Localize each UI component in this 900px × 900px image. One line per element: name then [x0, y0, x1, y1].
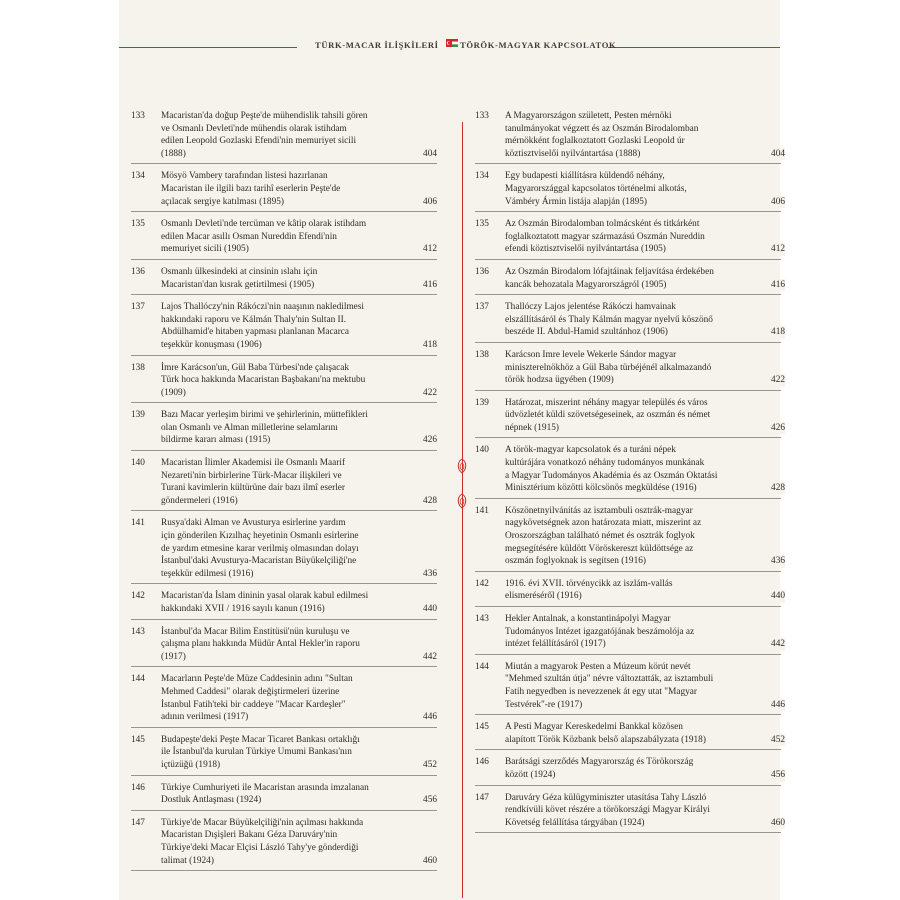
entry-number: 144: [131, 674, 145, 685]
entry-page: 418: [423, 339, 437, 350]
entry-page: 442: [771, 639, 785, 650]
entry-title: Türkiye'de Macar Büyükelçiliği'nin açılması hakkında Macaristan Dışişleri Bakanı Géza Daruváry'nin Türkiye'deki Macar Elçisi László Tahy'ye gönderdiği talimat (1924): [161, 817, 364, 866]
entry-number: 147: [131, 817, 145, 828]
entry-page: 416: [423, 279, 437, 290]
toc-entry: [131, 588, 437, 619]
toc-entry: [131, 780, 437, 811]
tulip-ornament-icon: [453, 492, 471, 510]
entry-number: 137: [131, 302, 145, 313]
header-rule-right: [608, 47, 780, 48]
flags-icon: [446, 37, 458, 49]
entry-page: 404: [771, 148, 785, 159]
toc-entry: [131, 264, 437, 295]
entry-number: 137: [475, 302, 489, 313]
entry-page: 406: [771, 196, 785, 207]
column-divider: [462, 122, 463, 898]
entry-number: 133: [475, 111, 489, 121]
toc-entry: [475, 168, 785, 212]
entry-title: Karácson Imre levele Wekerle Sándor magyar miniszterelnökhöz a Gül Baba türbéjénél alkalmazandó török hodzsa ügyében (1909): [505, 349, 712, 386]
hungarian-contents-column: [475, 108, 785, 837]
entry-page: 456: [423, 795, 437, 806]
toc-entry: [475, 790, 785, 834]
toc-entry: [475, 108, 785, 164]
entry-number: 146: [131, 782, 145, 793]
entry-title: Macarların Peşte'de Müze Caddesinin adını "Sultan Mehmed Caddesi" olarak değiştirmeleri üzerine İstanbul Fatih'teki bir caddeye "Macar Kardeşler" adının verilmesi (1917): [161, 674, 353, 723]
toc-entry: [131, 671, 437, 727]
entry-title: Az Oszmán Birodalomban tolmácsként és titkárként foglalkoztatott magyar származású Oszmán Nureddin efendi köztisztviselői nyilvántartása (1905): [505, 219, 705, 255]
toc-entry: [131, 168, 437, 212]
toc-entry: [131, 515, 437, 584]
entry-page: 406: [423, 196, 437, 207]
entry-number: 146: [475, 757, 489, 768]
entry-title: Köszönetnyilvánítás az isztambuli osztrák-magyar nagykövetségnek azon határozata miatt, miszerint az Oroszországban található német és osztrák foglyok megsegítésére küldött Vöröskereszt küldöttsége az oszmán foglyoknak is segítsen (1916): [505, 505, 702, 567]
entry-title: İstanbul'da Macar Bilim Enstitüsü'nün kuruluşu ve çalışma planı hakkında Müdür Antal Hekler'in raporu (1917): [161, 626, 360, 662]
tulip-ornament-icon: [453, 457, 471, 475]
toc-entry: [475, 503, 785, 572]
entry-page: 418: [771, 327, 785, 338]
entry-title: Thallóczy Lajos jelentése Rákóczi hamvainak elszállításáról és Thaly Kálmán magyar nyelvű köszönő beszéde II. Abdul-Hamid szultánhoz (1906): [505, 302, 713, 338]
entry-page: 404: [423, 148, 437, 159]
entry-page: 436: [423, 568, 437, 579]
entry-title: Miután a magyarok Pesten a Múzeum körút nevét "Mehmed szultán útja" névre változtatták, az isztambuli Fatih negyedben is nevezzenek át egy utat "Magyar Testvérek"-re (1917): [505, 661, 714, 710]
entry-number: 134: [475, 171, 489, 182]
entry-title: Barátsági szerződés Magyarország és Törökország között (1924): [505, 757, 694, 780]
entry-title: Daruváry Géza külügyminiszter utasítása Tahy László rendkívüli követ részére a törökországi Magyar Királyi Követség felállítása tárgyában (1924): [505, 792, 710, 828]
entry-page: 442: [423, 651, 437, 662]
entry-title: Az Oszmán Birodalom lófajtáinak feljavítása érdekében kancák behozatala Magyarországról (1905): [505, 266, 714, 290]
entry-number: 139: [475, 397, 489, 408]
toc-entry: [475, 719, 785, 750]
entry-page: 412: [423, 244, 437, 255]
entry-page: 460: [423, 855, 437, 866]
entry-page: 426: [771, 422, 785, 433]
toc-entry: [475, 442, 785, 498]
entry-title: Osmanlı Devleti'nde tercüman ve kâtip olarak istihdam edilen Macar asıllı Osman Nureddin Efendi'nin memuriyet sicili (1905): [161, 219, 367, 255]
entry-number: 143: [475, 614, 489, 624]
toc-entry: [475, 264, 785, 295]
toc-entry: [131, 360, 437, 404]
entry-title: İmre Karácson'un, Gül Baba Türbesi'nde çalışacak Türk hoca hakkında Macaristan Başbakanı'na mektubu (1909): [161, 362, 366, 398]
entry-number: 140: [475, 445, 489, 456]
toc-entry: [475, 659, 785, 715]
entry-title: Mösyö Vambery tarafından listesi hazırlanan Macaristan ile ilgili bazı tarihî eserlerin Peşte'de açılacak sergiye katılması (1895): [161, 171, 341, 207]
entry-title: Bazı Macar yerleşim birimi ve şehirlerinin, müttefikleri olan Osmanlı ve Alman milletlerine selamlarını bildirme kararı alması (1915): [161, 410, 368, 446]
entry-title: Türkiye Cumhuriyeti ile Macaristan arasında imzalanan Dostluk Antlaşması (1924): [161, 782, 369, 806]
entry-number: 142: [131, 591, 145, 602]
entry-title: Hekler Antalnak, a konstantinápolyi Magyar Tudományos Intézet igazgatójának beszámolója az intézet felállításáról (1917): [505, 614, 695, 650]
entry-title: A Pesti Magyar Kereskedelmi Bankkal közösen alapított Török Közbank belső alapszabályzata (1918): [505, 722, 706, 745]
entry-page: 422: [771, 375, 785, 386]
toc-entry: [475, 576, 785, 607]
toc-entry: [131, 108, 437, 164]
entry-number: 144: [475, 661, 489, 672]
toc-entry: [131, 624, 437, 668]
entry-title: Osmanlı ülkesindeki at cinsinin ıslahı için Macaristan'dan kısrak getirtilmesi (1905): [161, 266, 318, 290]
entry-title: Lajos Thallóczy'nin Rákóczi'nin naaşının nakledilmesi hakkındaki raporu ve Kálmán Thaly'nin Sultan II. Abdülhamid'e hitaben yapması planlanan Macarca teşekkür konuşması (1906): [161, 302, 365, 350]
entry-page: 426: [423, 435, 437, 446]
entry-page: 456: [771, 769, 785, 780]
entry-page: 428: [423, 495, 437, 506]
entry-number: 140: [131, 458, 145, 469]
entry-title: Macaristan'da doğup Peşte'de mühendislik tahsili gören ve Osmanlı Devleti'nde mühendis olarak istihdam edilen Leopold Gozlaski Efendi'nin memuriyet sicili (1888): [161, 111, 368, 159]
header-rule-left: [119, 47, 297, 48]
entry-title: A Magyarországon született, Pesten mérnöki tanulmányokat végzett és az Oszmán Birodalomban mérnökként foglalkoztatott Gozlaski Leopold úr köztisztviselői nyilvántartása (1888): [505, 111, 699, 159]
entry-title: Macaristan İlimler Akademisi ile Osmanlı Maarif Nezareti'nin birbirlerine Türk-Macar ilişkileri ve Turani kavimlerin kültürüne dair bazı ilmî eserler göndermeleri (1916): [161, 458, 346, 506]
entry-number: 134: [131, 171, 145, 182]
entry-number: 136: [131, 266, 145, 277]
toc-entry: [475, 611, 785, 655]
toc-entry: [475, 754, 785, 785]
header-title-turkish: TÜRK-MACAR İLİŞKİLERİ: [315, 40, 439, 50]
entry-number: 135: [131, 219, 145, 230]
entry-page: 422: [423, 387, 437, 398]
toc-entry: [475, 347, 785, 391]
toc-entry: [131, 407, 437, 451]
entry-page: 440: [771, 591, 785, 602]
entry-page: 428: [771, 483, 785, 494]
entry-number: 133: [131, 111, 145, 121]
entry-title: Határozat, miszerint néhány magyar település és város üdvözletét küldi szövetségeseinek, az oszmán és német népnek (1915): [505, 397, 711, 433]
entry-number: 141: [475, 505, 489, 516]
toc-entry: [475, 216, 785, 260]
toc-entry: [131, 299, 437, 355]
entry-number: 143: [131, 626, 145, 637]
entry-page: 460: [771, 817, 785, 828]
entry-title: Egy budapesti kiállításra küldendő néhány, Magyarországgal kapcsolatos történelmi alkotás, Vámbéry Ármin listája alapján (1895): [505, 171, 687, 207]
entry-number: 135: [475, 219, 489, 230]
entry-title: A török-magyar kapcsolatok és a turáni népek kultúrájára vonatkozó néhány tudományos munkának a Magyar Tudományos Akadémia és az Oszmán Oktatási Minisztérium közötti kölcsönös megküldése (1916): [505, 445, 718, 494]
entry-page: 436: [771, 556, 785, 567]
entry-number: 138: [131, 362, 145, 373]
entry-title: 1916. évi XVII. törvénycikk az iszlám-vallás elismeréséről (1916): [505, 578, 673, 602]
toc-entry: [131, 455, 437, 511]
toc-entry: [131, 815, 437, 871]
entry-page: 452: [771, 734, 785, 745]
entry-title: Rusya'daki Alman ve Avusturya esirlerine yardım için gönderilen Kızılhaç heyetinin Osmanlı esirlerine de yardım etmesine karar verilmiş olmasından dolayı İstanbul'daki Avusturya-Macaristan Büyükelçiliği'ne teşekkür edilmesi (1916): [161, 518, 359, 579]
entry-page: 446: [771, 699, 785, 710]
entry-number: 142: [475, 578, 489, 589]
entry-number: 147: [475, 792, 489, 803]
toc-entry: [131, 732, 437, 776]
turkish-contents-column: [131, 108, 437, 875]
entry-number: 145: [475, 722, 489, 733]
entry-page: 416: [771, 279, 785, 290]
entry-page: 412: [771, 244, 785, 255]
entry-number: 145: [131, 734, 145, 745]
entry-page: 452: [423, 759, 437, 770]
entry-page: 440: [423, 604, 437, 614]
header-title-hungarian: TÖRÖK-MAGYAR KAPCSOLATOK: [460, 40, 617, 50]
entry-title: Budapeşte'deki Peşte Macar Ticaret Bankası ortaklığı ile İstanbul'da kurulan Türkiye Umumi Bankası'nın içtüzüğü (1918): [161, 734, 360, 770]
book-page: [119, 0, 785, 900]
entry-number: 141: [131, 518, 145, 529]
entry-number: 136: [475, 266, 489, 277]
entry-number: 139: [131, 410, 145, 421]
entry-number: 138: [475, 349, 489, 360]
toc-entry: [475, 299, 785, 343]
entry-title: Macaristan'da İslam dininin yasal olarak kabul edilmesi hakkındaki XVII / 1916 sayılı kanun (1916): [161, 591, 369, 614]
toc-entry: [475, 395, 785, 439]
toc-entry: [131, 216, 437, 260]
entry-page: 446: [423, 712, 437, 723]
